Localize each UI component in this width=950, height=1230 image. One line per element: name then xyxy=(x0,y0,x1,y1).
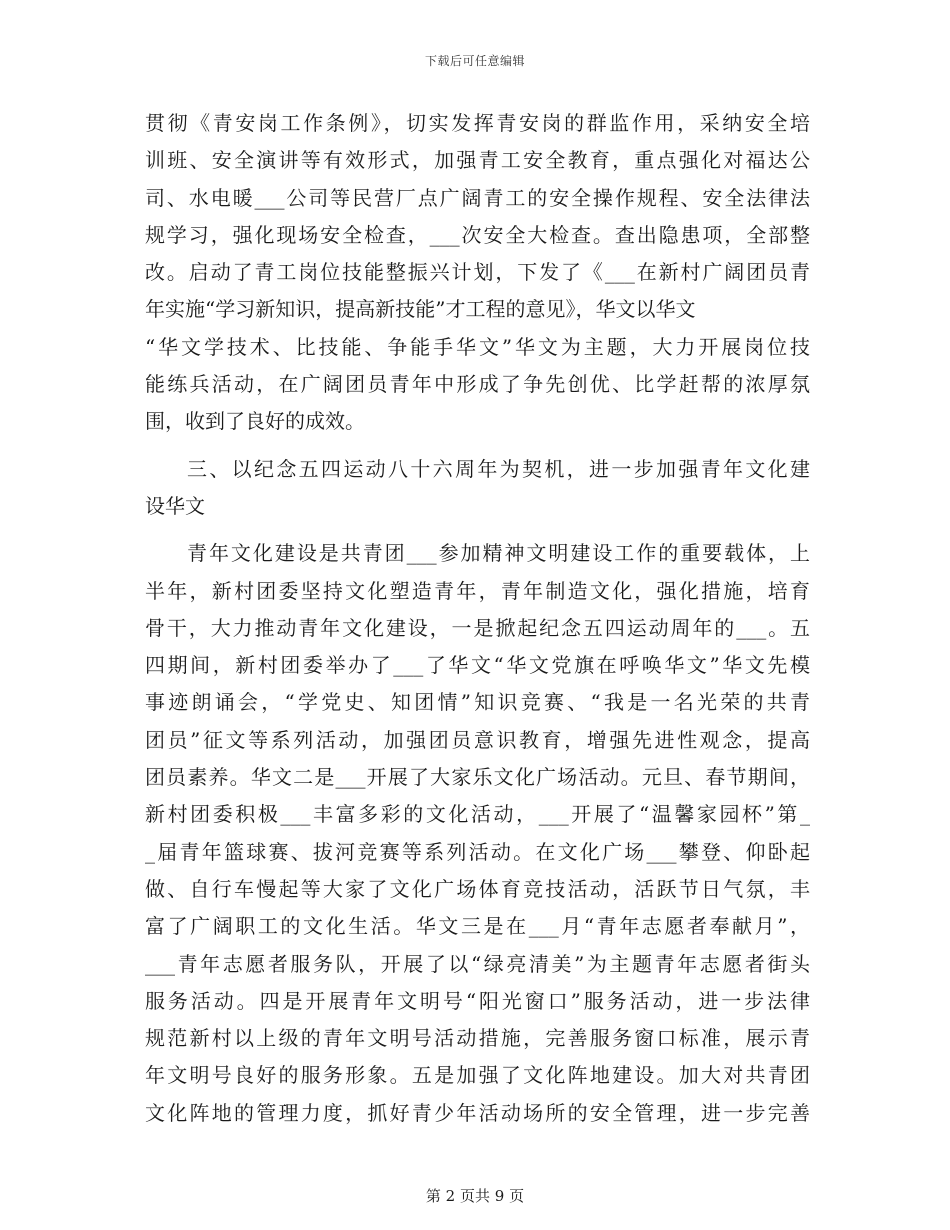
text-line: 富了广阔职工的文化生活。华文三是在___月“青年志愿者奉献月”， xyxy=(145,914,810,939)
text-line: 年文明号良好的服务形象。五是加强了文化阵地建设。加大对共青团 xyxy=(145,1063,810,1088)
section-heading xyxy=(145,451,810,526)
text-line: 四期间，新村团委举办了___了华文“华文党旗在呼唤华文”华文先模 xyxy=(145,653,810,678)
text-line: 年实施“学习新知识，提高新技能”才工程的意见》，华文以华文 xyxy=(145,297,696,322)
text-line: 贯彻《青安岗工作条例》，切实发挥青安岗的群监作用，采纳安全培 xyxy=(145,111,810,135)
text-line: 改。启动了青工岗位技能整振兴计划，下发了《___在新村广阔团员青 xyxy=(145,260,810,285)
text-line: _届青年篮球赛、拔河竞赛等系列活动。在文化广场___攀登、仰卧起 xyxy=(145,839,810,864)
paragraph-culture xyxy=(145,535,810,1132)
text-line: 服务活动。四是开展青年文明号“阳光窗口”服务活动，进一步法律 xyxy=(145,988,810,1013)
text-line: 司、水电暖___公司等民营厂点广阔青工的安全操作规程、安全法律法 xyxy=(145,185,810,210)
text-line: 能练兵活动，在广阔团员青年中形成了争先创优、比学赶帮的浓厚氛 xyxy=(145,372,810,397)
text-line: 规范新村以上级的青年文明号活动措施，完善服务窗口标准，展示青 xyxy=(145,1026,810,1051)
text-line: 围，收到了良好的成效。 xyxy=(145,409,365,434)
text-line: “华文学技术、比技能、争能手华文”华文为主题，大力开展岗位技 xyxy=(145,334,810,359)
text-line: 做、自行车慢起等大家了文化广场体育竞技活动，活跃节日气氛，丰 xyxy=(145,876,810,901)
text-line: 规学习，强化现场安全检查，___次安全大检查。查出隐患项，全部整 xyxy=(145,222,810,247)
paragraph-safety xyxy=(145,105,810,441)
text-line: 事迹朗诵会，“学党史、知团情”知识竞赛、“我是一名光荣的共青 xyxy=(145,690,810,715)
text-line: 团员”征文等系列活动，加强团员意识教育，增强先进性观念，提高 xyxy=(145,727,810,752)
text-line: ___青年志愿者服务队，开展了以“绿亮清美”为主题青年志愿者街头 xyxy=(145,951,810,976)
document-body xyxy=(145,105,810,1132)
text-line: 团员素养。华文二是___开展了大家乐文化广场活动。元旦、春节期间， xyxy=(145,765,810,790)
page-header: 下载后可任意编辑 xyxy=(424,54,525,68)
text-line: 文化阵地的管理力度，抓好青少年活动场所的安全管理，进一步完善 xyxy=(145,1100,810,1125)
text-line: 骨干，大力推动青年文化建设，一是掀起纪念五四运动周年的___。五 xyxy=(145,615,810,640)
text-line: 半年，新村团委坚持文化塑造青年，青年制造文化，强化措施，培育 xyxy=(145,578,810,603)
page-number: 第 2 页共 9 页 xyxy=(425,1187,525,1205)
heading-line: 设华文 xyxy=(145,493,205,518)
heading-line: 三、以纪念五四运动八十六周年为契机，进一步加强青年文化建 xyxy=(187,456,810,481)
text-line: 训班、安全演讲等有效形式，加强青工安全教育，重点强化对福达公 xyxy=(145,148,810,173)
text-line: 新村团委积极___丰富多彩的文化活动，___开展了“温馨家园杯”第_ xyxy=(145,802,810,827)
text-line: 青年文化建设是共青团___参加精神文明建设工作的重要载体，上 xyxy=(187,541,810,566)
